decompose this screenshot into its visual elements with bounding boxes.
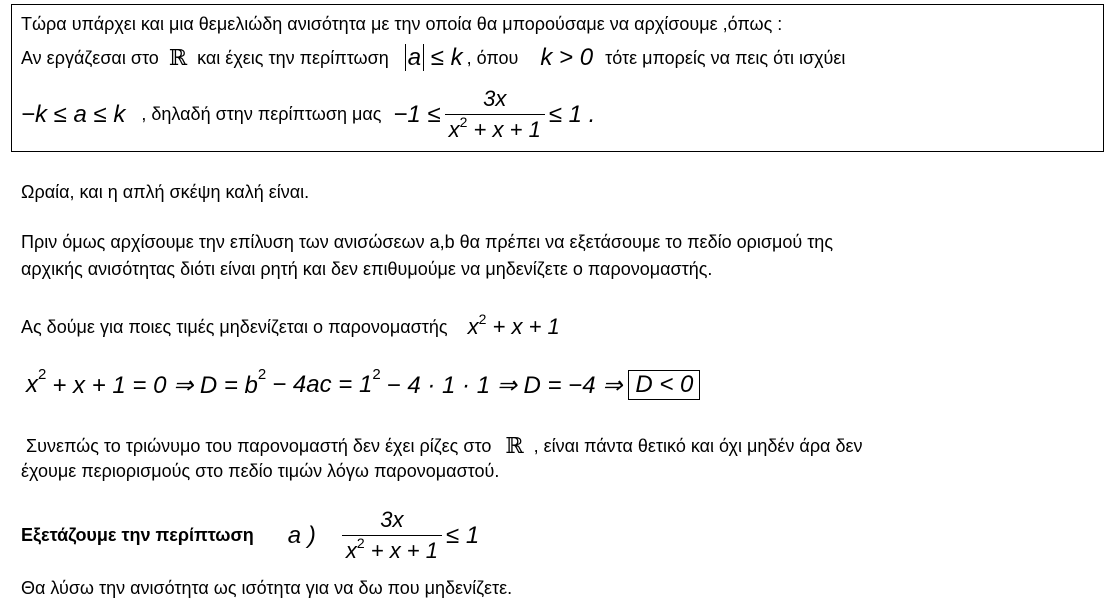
case-a-line: [21, 507, 479, 564]
case-a-den-x: x: [345, 538, 357, 563]
para-2-line-2: αρχικής ανισότητας διότι είναι ρητή και δεν επιθυμούμε να μηδενίζετε ο παρονομαστής.: [21, 259, 713, 279]
case-a-tag: a ): [287, 521, 316, 549]
k-positive: k > 0: [540, 44, 594, 71]
case-a-den: [342, 535, 442, 564]
last-line: Θα λύσω την ανισότητα ως ισότητα για να δω που μηδενίζετε.: [21, 578, 513, 598]
discriminant-line: [26, 365, 700, 400]
case-a-den-rest: + x + 1: [370, 538, 439, 563]
box-fraction: [445, 86, 545, 143]
reals-symbol: ℝ: [168, 45, 188, 71]
abs-a: a: [405, 44, 424, 71]
box-line-2-text-a: Αν εργάζεσαι στο: [21, 47, 159, 68]
leq-k: ≤ k: [430, 44, 463, 71]
abs-inequality: [405, 44, 463, 72]
p3-rest: + x + 1: [492, 314, 560, 339]
lower-bound: −1 ≤: [393, 100, 441, 128]
den-rest: + x + 1: [473, 117, 541, 142]
den-exp: 2: [459, 114, 468, 130]
disc-part-2: − 4ac = 1: [272, 371, 373, 398]
box-line-2-text-d: τότε μπορείς να πεις ότι ισχύει: [605, 47, 846, 68]
p3-x: x: [467, 314, 479, 339]
case-a-fraction: [342, 507, 442, 564]
disc-one-exp: 2: [372, 365, 381, 383]
upper-bound: ≤ 1 .: [548, 100, 596, 128]
box-frac-num: 3x: [483, 86, 507, 111]
disc-exp: 2: [38, 365, 47, 383]
disc-part-3: − 4 · 1 · 1 ⇒ D = −4 ⇒: [386, 371, 623, 399]
case-a-label: Εξετάζουμε την περίπτωση: [21, 525, 254, 545]
reals-symbol-2: ℝ: [505, 434, 524, 459]
para-4-line-1: [26, 434, 863, 459]
den-x: x: [448, 117, 460, 142]
disc-result-boxed: D < 0: [628, 370, 700, 400]
para-3: [21, 311, 560, 340]
para-1: Ωραία, και η απλή σκέψη καλή είναι.: [21, 182, 310, 202]
disc-part-1: + x + 1 = 0 ⇒ D = b: [52, 371, 258, 399]
disc-b-exp: 2: [257, 365, 267, 383]
box-line-3-text: , δηλαδή στην περίπτωση μας: [141, 104, 382, 124]
case-a-rel: ≤ 1: [446, 521, 480, 549]
box-line-2-text-c: , όπου: [466, 47, 519, 68]
para-3-text: Ας δούμε για ποιες τιμές μηδενίζεται ο παρονομαστής: [21, 316, 448, 337]
p3-exp: 2: [478, 311, 487, 327]
box-line-3: [21, 86, 595, 143]
para-3-expression: [467, 311, 560, 340]
box-frac-den: [445, 114, 545, 143]
para-4-text-b: , είναι πάντα θετικό και όχι μηδέν άρα δεν: [533, 436, 863, 456]
disc-x: x: [26, 371, 38, 398]
box-line-2: [21, 44, 845, 72]
box-line-2-text-b: και έχεις την περίπτωση: [197, 47, 389, 68]
para-4-line-2: έχουμε περιορισμούς στο πεδίο τιμών λόγω παρονομαστού.: [21, 461, 500, 481]
para-2-line-1: Πριν όμως αρχίσουμε την επίλυση των ανισώσεων a,b θα πρέπει να εξετάσουμε το πεδίο ορισμού της: [21, 232, 833, 252]
k-inequality: −k ≤ a ≤ k: [21, 100, 126, 128]
case-a-den-exp: 2: [356, 535, 365, 551]
case-a-num: 3x: [380, 507, 404, 532]
para-4-text-a: Συνεπώς το τριώνυμο του παρονομαστή δεν έχει ρίζες στο: [26, 436, 492, 456]
box-line-1: Τώρα υπάρχει και μια θεμελιώδη ανισότητα με την οποία θα μπορούσαμε να αρχίσουμε ,όπως :: [21, 14, 783, 34]
